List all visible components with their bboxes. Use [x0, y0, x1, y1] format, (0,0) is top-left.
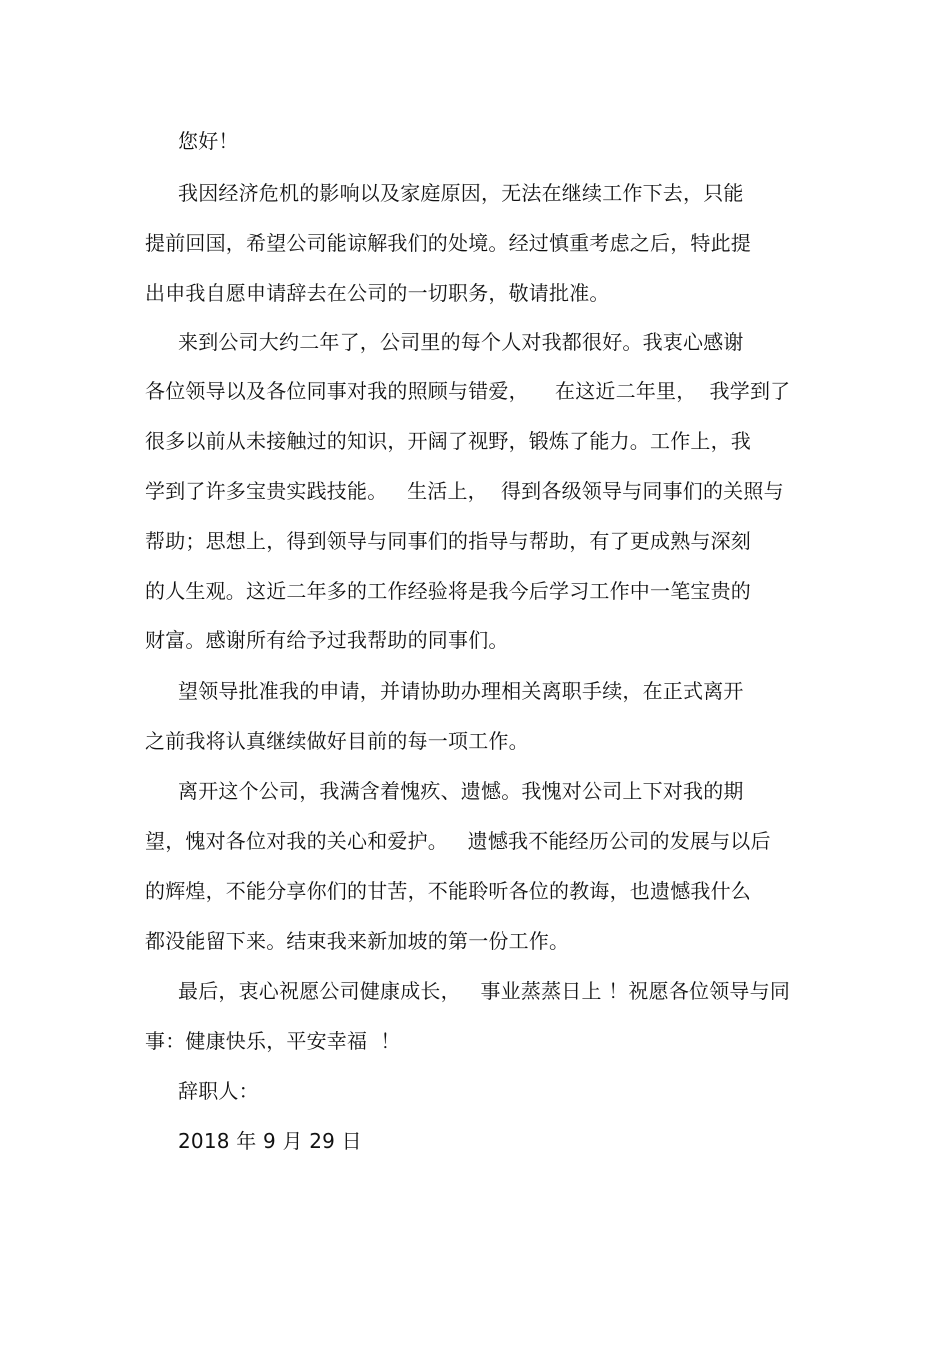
paragraph-1-line-3: 出申我自愿申请辞去在公司的一切职务，敬请批准。 [145, 281, 610, 305]
paragraph-4-line-4: 都没能留下来。结束我来新加坡的第一份工作。 [145, 929, 570, 953]
paragraph-4-line-3: 的辉煌，不能分享你们的甘苦，不能聆听各位的教诲，也遗憾我什么 [145, 879, 751, 903]
signature-label: 辞职人： [178, 1079, 259, 1103]
paragraph-5-line-2: 事：健康快乐，平安幸福 ！ [145, 1029, 401, 1053]
paragraph-2-line-5: 帮助；思想上，得到领导与同事们的指导与帮助，有了更成熟与深刻 [145, 529, 751, 553]
paragraph-1-line-1: 我因经济危机的影响以及家庭原因，无法在继续工作下去，只能 [178, 181, 744, 205]
letter-date: 2018 年 9 月 29 日 [178, 1129, 362, 1153]
paragraph-3-line-2: 之前我将认真继续做好目前的每一项工作。 [145, 729, 529, 753]
paragraph-4-line-1: 离开这个公司，我满含着愧疚、遗憾。我愧对公司上下对我的期 [178, 779, 744, 803]
paragraph-2-line-1: 来到公司大约二年了，公司里的每个人对我都很好。我衷心感谢 [178, 330, 744, 354]
paragraph-1-line-2: 提前回国，希望公司能谅解我们的处境。经过慎重考虑之后，特此提 [145, 231, 751, 255]
paragraph-2-line-7: 财富。感谢所有给予过我帮助的同事们。 [145, 628, 509, 652]
paragraph-5-line-1: 最后，衷心祝愿公司健康成长， 事业蒸蒸日上 ！祝愿各位领导与同 [178, 979, 791, 1003]
paragraph-2-line-4: 学到了许多宝贵实践技能。 生活上， 得到各级领导与同事们的关照与 [145, 479, 784, 503]
salutation: 您好！ [178, 129, 239, 153]
paragraph-2-line-3: 很多以前从未接触过的知识，开阔了视野，锻炼了能力。工作上，我 [145, 429, 751, 453]
paragraph-3-line-1: 望领导批准我的申请，并请协助办理相关离职手续，在正式离开 [178, 679, 744, 703]
paragraph-2-line-2: 各位领导以及各位同事对我的照顾与错爱， 在这近二年里， 我学到了 [145, 379, 791, 403]
paragraph-4-line-2: 望，愧对各位对我的关心和爱护。 遗憾我不能经历公司的发展与以后 [145, 829, 771, 853]
paragraph-2-line-6: 的人生观。这近二年多的工作经验将是我今后学习工作中一笔宝贵的 [145, 579, 751, 603]
